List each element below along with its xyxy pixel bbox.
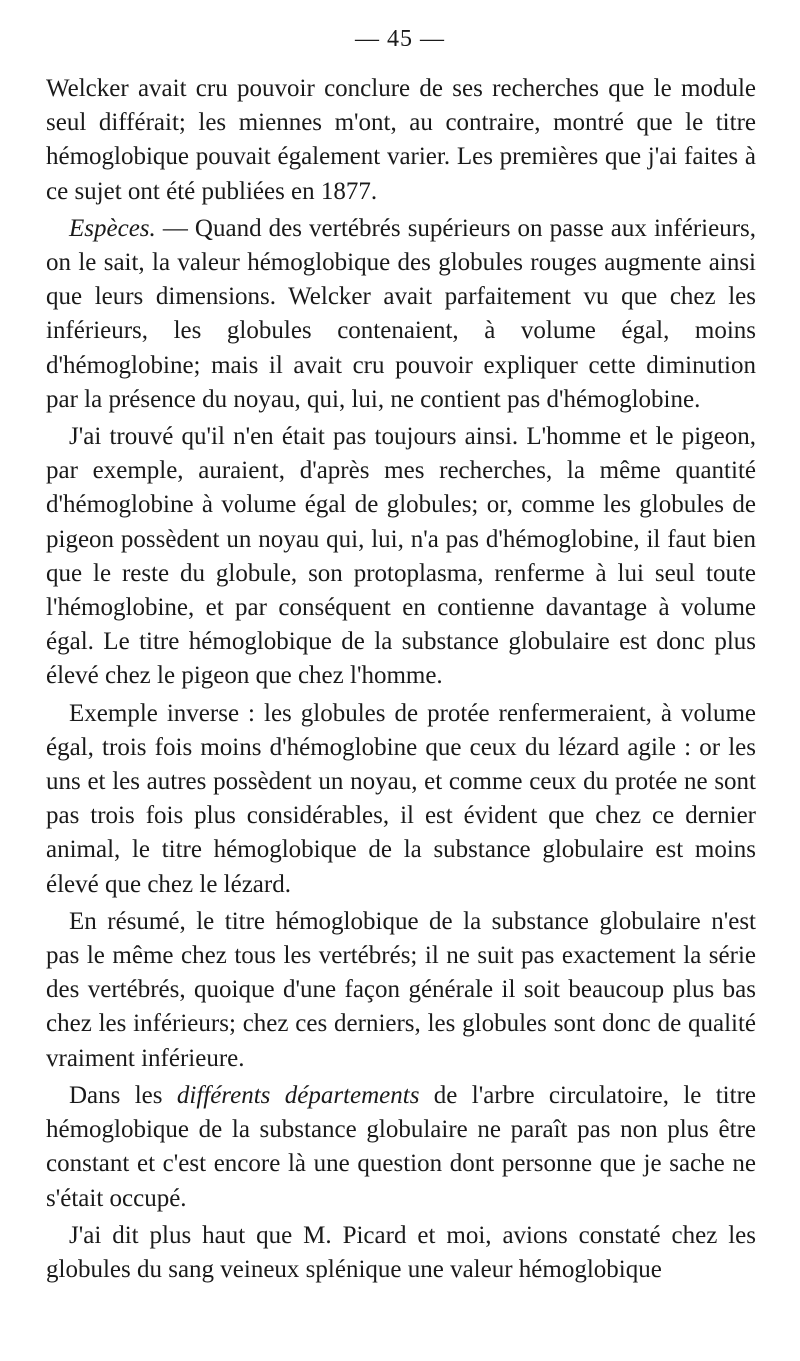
paragraph-welcker [46, 72, 756, 209]
paragraph-pigeon [46, 420, 756, 694]
paragraph-departements-italic: différents départements [176, 1081, 420, 1109]
paragraph-departements-after: de l'arbre circulatoire, le titre hémoglobique de la substance globulaire ne paraît pas non plus être constant et c'est encore là une question dont personne que je sache ne s'était occupé. [46, 1081, 756, 1212]
paragraph-resume [46, 905, 756, 1076]
paragraph-especes-text: — Quand des vertébrés supérieurs on passe aux inférieurs, on le sait, la valeur hémoglobique des globules rouges augmente ainsi que leurs dimensions. Welcker avait parfaitement vu que chez les inférieurs, les globules contenaient, à volume égal, moins d'hémoglobine; mais il avait cru pouvoir expliquer cette diminution par la présence du noyau, qui, lui, ne contient pas d'hémoglobine. [46, 214, 756, 413]
paragraph-departements [46, 1079, 756, 1216]
paragraph-especes [46, 212, 756, 417]
paragraph-welcker-text: Welcker avait cru pouvoir conclure de ses recherches que le module seul différait; les miennes m'ont, au contraire, montré que le titre hémoglobique pouvait également varier. Les premières que j'ai faites à ce sujet ont été publiées en 1877. [46, 75, 756, 205]
body-text [46, 72, 756, 1287]
paragraph-pigeon-text: J'ai trouvé qu'il n'en était pas toujours ainsi. L'homme et le pigeon, par exemple, auraient, d'après mes recherches, la même quantité d'hémoglobine à volume égal de globules; or, comme les globules de pigeon possèdent un noyau qui, lui, n'a pas d'hémoglobine, il faut bien que le reste du globule, son protoplasma, renferme à lui seul toute l'hémoglobine, et par conséquent en contienne davantage à volume égal. Le titre hémoglobique de la substance globulaire est donc plus élevé chez le pigeon que chez l'homme. [46, 423, 756, 690]
paragraph-departements-before: Dans les [69, 1081, 177, 1109]
paragraph-protee-text: Exemple inverse : les globules de protée renfermeraient, à volume égal, trois fois moins d'hémoglobine que ceux du lézard agile : or les uns et les autres possèdent un noyau, et comme ceux du protée ne sont pas trois fois plus considérables, il est évident que chez ce dernier animal, le titre hémoglobique de la substance globulaire est moins élevé que chez le lézard. [46, 699, 756, 898]
paragraph-protee [46, 697, 756, 902]
paragraph-picard-text: J'ai dit plus haut que M. Picard et moi, avions constaté chez les globules du sang veineux splénique une valeur hémoglobique [46, 1221, 756, 1283]
paragraph-picard [46, 1219, 756, 1287]
paragraph-especes-heading: Espèces. [69, 214, 156, 242]
page-number: — 45 — [355, 26, 445, 52]
paragraph-resume-text: En résumé, le titre hémoglobique de la substance globulaire n'est pas le même chez tous les vertébrés; il ne suit pas exactement la série des vertébrés, quoique d'une façon générale il soit beaucoup plus bas chez les inférieurs; chez ces derniers, les globules sont donc de qualité vraiment inférieure. [46, 907, 756, 1072]
